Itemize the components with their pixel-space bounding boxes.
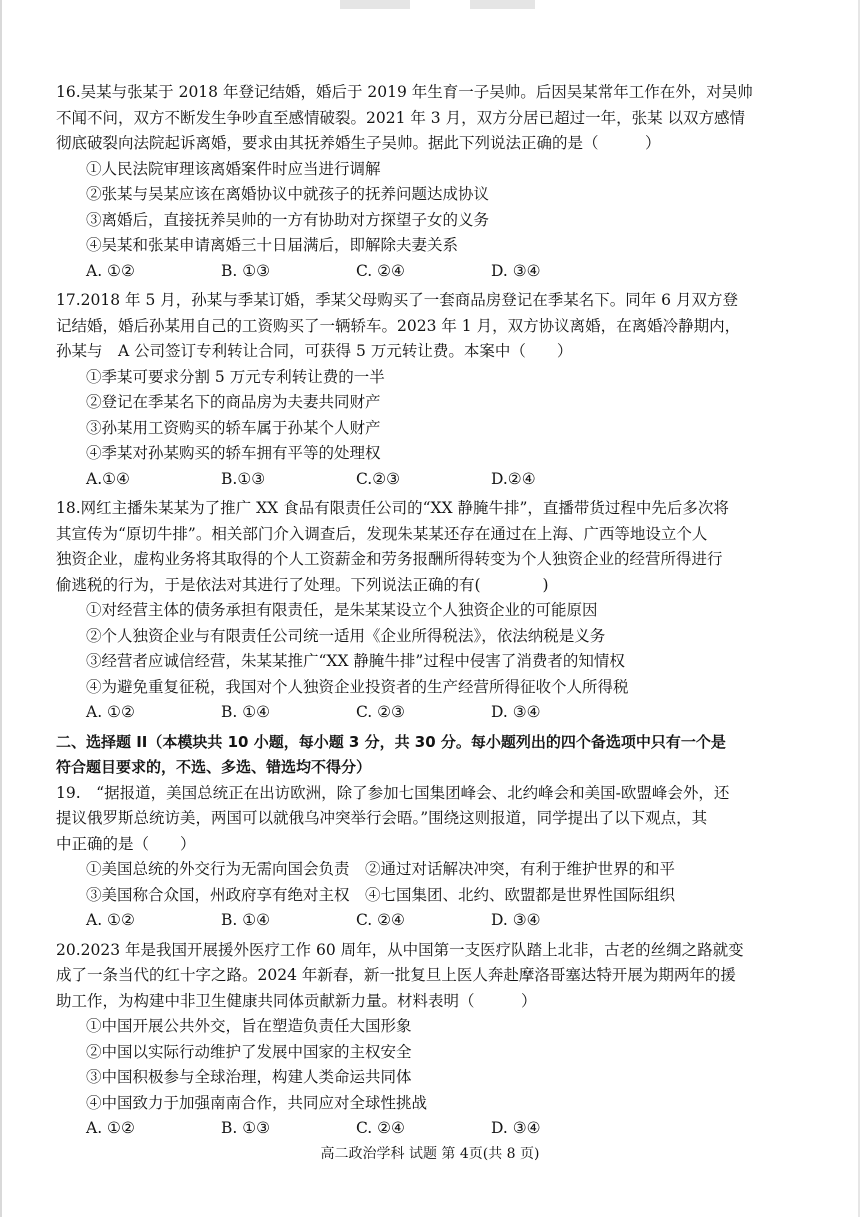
choice-a: A. ①② [86,1119,135,1137]
choice-c: C.②③ [356,469,401,488]
question-text-line: 18.网红主播朱某某为了推广 XX 食品有限责任公司的“XX 静腌牛排”，直播带货过程中先后多次将 [56,499,729,517]
answer-choices [56,467,804,493]
question-text-line: 20.2023 年是我国开展援外医疗工作 60 周年，从中国第一支医疗队踏上北非，古老的丝绸之路就变 [56,940,744,959]
section-title-line: 符合题目要求的，不选、多选、错选均不得分） [56,758,372,776]
question-text-line: 偷逃税的行为，于是依法对其进行了处理。下列说法正确的有( ) [56,575,549,594]
choice-d: D. ③④ [491,911,541,929]
question-20 [56,938,804,1142]
answer-choices [56,1116,804,1142]
section-title-line: 二、选择题 II（本模块共 10 小题，每小题 3 分，共 30 分。每小题列出的四个备选项中只有一个是 [56,732,726,751]
statement-option: ③离婚后，直接抚养吴帅的一方有协助对方探望子女的义务 [86,210,490,229]
question-text-line: 19. “据报道，美国总统正在出访欧洲，除了参加七国集团峰会、北约峰会和美国-欧盟峰会外，还 [56,783,730,802]
question-17 [56,288,804,492]
question-19 [56,781,804,934]
question-18 [56,496,804,726]
section-header [56,730,804,781]
scan-smudge-left [340,0,410,9]
statement-option: ①对经营主体的债务承担有限责任，是朱某某设立个人独资企业的可能原因 [86,601,598,619]
statement-option: ④为避免重复征税，我国对个人独资企业投资者的生产经营所得征收个人所得税 [86,677,629,696]
question-text-line: 独资企业，虚构业务将其取得的个人工资薪金和劳务报酬所得转变为个人独资企业的经营所得进行 [56,550,723,568]
question-text-line: 17.2018 年 5 月，孙某与季某订婚，季某父母购买了一套商品房登记在季某名下。同年 6 月双方登 [56,291,738,309]
question-text-line: 彻底破裂向法院起诉离婚，要求由其抚养婚生子吴帅。据此下列说法正确的是（ ） [56,134,661,152]
statement-option: ④季某对孙某购买的轿车拥有平等的处理权 [86,444,381,462]
question-text-line: 成了一条当代的红十字之路。2024 年新春，新一批复旦上医人奔赴摩洛哥塞达特开展为期两年的援 [56,966,736,984]
exam-content [56,80,804,1146]
statement-option: ①人民法院审理该离婚案件时应当进行调解 [86,159,381,178]
choice-c: C. ②④ [356,911,405,929]
question-text-line: 孙某与 A 公司签订专利转让合同，可获得 5 万元转让费。本案中（ ） [56,342,573,360]
statement-option: ③孙某用工资购买的轿车属于孙某个人财产 [86,418,381,437]
statement-option: ③中国积极参与全球治理，构建人类命运共同体 [86,1068,412,1086]
statement-option: ②张某与吴某应该在离婚协议中就孩子的抚养问题达成协议 [86,185,490,203]
choice-c: C. ②③ [356,703,405,721]
choice-d: D. ③④ [491,1119,541,1137]
page-footer: 高二政治学科 试题 第 4页(共 8 页) [320,1146,540,1162]
choice-d: D. ③④ [491,703,541,721]
statement-option: ④中国致力于加强南南合作，共同应对全球性挑战 [86,1093,428,1112]
statement-option-pair: ①美国总统的外交行为无需向国会负责 ②通过对话解决冲突，有利于维护世界的和平 [86,860,676,878]
statement-option-pair: ③美国称合众国，州政府享有绝对主权 ④七国集团、北约、欧盟都是世界性国际组织 [86,885,676,904]
choice-a: A. ①② [86,261,135,280]
choice-a: A. ①② [86,703,135,721]
choice-a: A. ①② [86,911,135,929]
choice-a: A.①④ [86,469,130,488]
choice-b: B. ①④ [221,703,271,721]
statement-option: ②登记在季某名下的商品房为夫妻共同财产 [86,393,381,411]
choice-b: B. ①③ [221,261,271,280]
choice-d: D.②④ [491,469,536,488]
choice-b: B. ①③ [221,1119,271,1137]
statement-option: ①季某可要求分割 5 万元专利转让费的一半 [86,367,385,386]
choice-b: B.①③ [221,469,266,488]
answer-choices [56,259,804,285]
question-text-line: 提议俄罗斯总统访美，两国可以就俄乌冲突举行会晤。”围绕这则报道，同学提出了以下观点，其 [56,809,708,827]
question-text-line: 不闻不问，双方不断发生争吵直至感情破裂。2021 年 3 月，双方分居已超过一年，张某 以双方感情 [56,108,746,127]
question-text-line: 中正确的是（ ） [56,834,196,853]
choice-c: C. ②④ [356,261,405,280]
question-text-line: 16.吴某与张某于 2018 年登记结婚，婚后于 2019 年生育一子吴帅。后因吴某常年工作在外，对吴帅 [56,83,753,101]
question-text-line: 助工作，为构建中非卫生健康共同体贡献新力量。材料表明（ ） [56,991,537,1010]
statement-option: ④吴某和张某申请离婚三十日届满后，即解除夫妻关系 [86,236,459,254]
answer-choices [56,700,804,726]
choice-d: D. ③④ [491,261,541,280]
question-16 [56,80,804,284]
choice-b: B. ①④ [221,911,271,929]
question-text-line: 其宣传为“原切牛排”。相关部门介入调查后，发现朱某某还存在通过在上海、广西等地设立个人 [56,524,708,543]
statement-option: ③经营者应诚信经营，朱某某推广“XX 静腌牛排”过程中侵害了消费者的知情权 [86,652,625,670]
choice-c: C. ②④ [356,1119,405,1137]
statement-option: ②个人独资企业与有限责任公司统一适用《企业所得税法》，依法纳税是义务 [86,626,606,645]
answer-choices [56,908,804,934]
statement-option: ①中国开展公共外交，旨在塑造负责任大国形象 [86,1017,412,1035]
question-text-line: 记结婚，婚后孙某用自己的工资购买了一辆轿车。2023 年 1 月，双方协议离婚，在离婚冷静期内， [56,316,741,335]
statement-option: ②中国以实际行动维护了发展中国家的主权安全 [86,1042,412,1061]
scan-smudge-right [470,0,535,9]
